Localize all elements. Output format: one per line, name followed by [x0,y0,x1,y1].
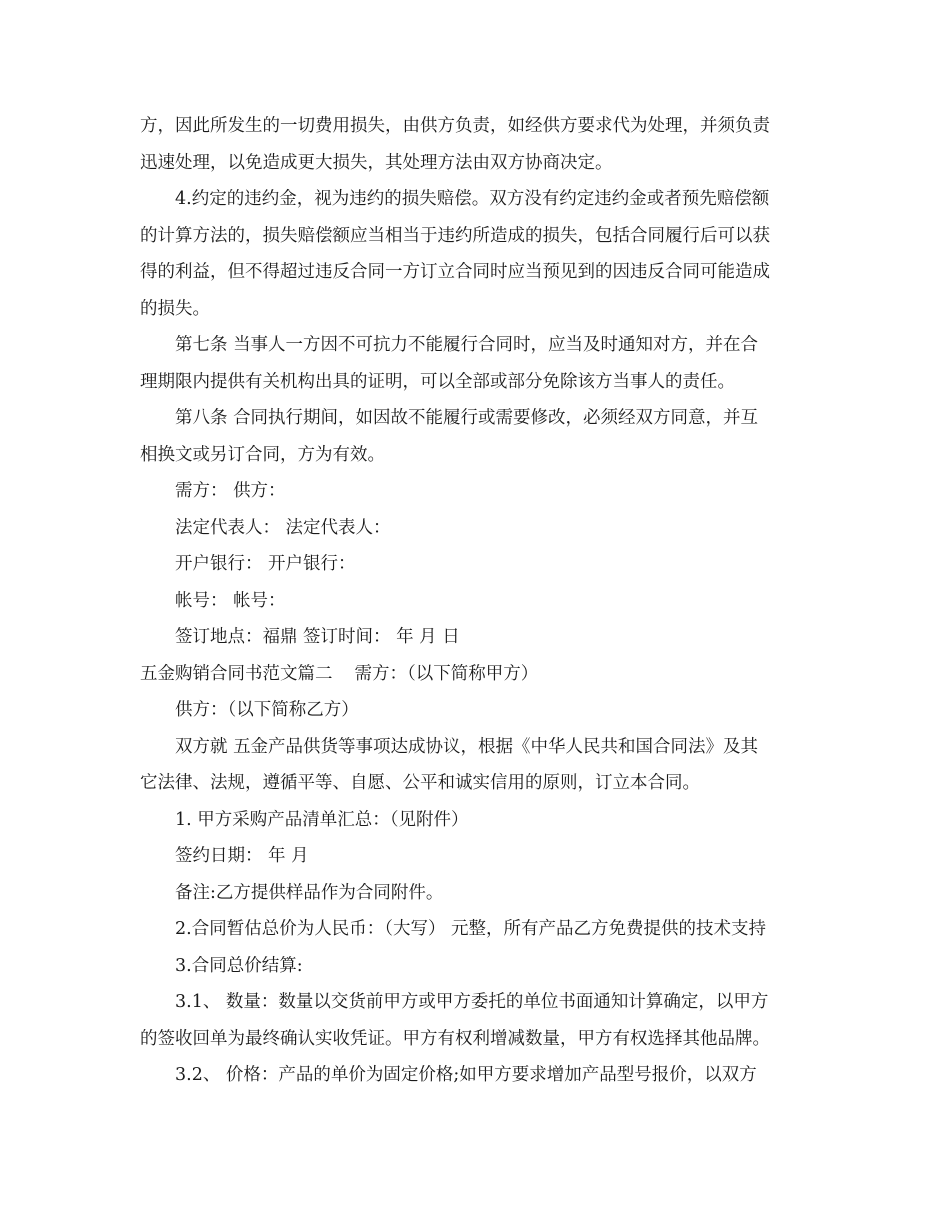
section-title: 五金购销合同书范文篇二 [140,663,333,684]
text-line: 的签收回单为最终确认实收凭证。甲方有权利增减数量，甲方有权选择其他品牌。 [140,1028,770,1049]
text-line: 的损失。 [140,298,210,319]
text-line: 第八条 合同执行期间，如因故不能履行或需要修改，必须经双方同意，并互 [175,408,759,428]
text-line: 法定代表人： 法定代表人： [175,517,391,538]
text-line: 4.约定的违约金，视为违约的损失赔偿。双方没有约定违约金或者预先赔偿额 [175,189,770,209]
text-line: 3.1、 数量：数量以交货前甲方或甲方委托的单位书面通知计算确定，以甲方 [175,992,769,1012]
text-line: 备注:乙方提供样品作为合同附件。 [175,882,444,903]
text-line: 方，因此所发生的一切费用损失，由供方负责，如经供方要求代为处理，并须负责 [140,116,770,136]
text-line: 得的利益，但不得超过违反合同一方订立合同时应当预见到的因违反合同可能造成 [140,262,770,282]
document-page [140,108,810,1094]
text-line: 开户银行： 开户银行： [175,554,356,574]
contract-text-part1 [140,108,810,656]
contract-text-part2 [140,692,810,1094]
text-line: 它法律、法规，遵循平等、自愿、公平和诚实信用的原则，订立本合同。 [140,773,700,793]
text-line: 迅速处理，以免造成更大损失，其处理方法由双方协商决定。 [140,152,613,173]
text-line: 理期限内提供有关机构出具的证明，可以全部或部分免除该方当事人的责任。 [140,371,735,392]
section-heading-row [140,656,810,693]
text-line: 需方： 供方： [175,481,286,501]
section-heading-buyer: 需方：（以下简称甲方） [354,663,539,684]
text-line: 3.合同总价结算: [175,955,303,976]
text-line: 帐号： 帐号： [175,590,286,611]
text-line: 的计算方法的，损失赔偿额应当相当于违约所造成的损失，包括合同履行后可以获 [140,225,770,246]
text-line: 1. 甲方采购产品清单汇总：（见附件） [175,809,469,830]
text-line: 2.合同暂估总价为人民币：（大写） 元整，所有产品乙方免费提供的技术支持 [175,919,767,939]
text-line: 第七条 当事人一方因不可抗力不能履行合同时，应当及时通知对方，并在合 [175,335,759,355]
text-line: 供方：（以下简称乙方） [175,700,359,720]
text-line: 相换文或另订合同，方为有效。 [140,444,385,465]
text-line: 签约日期： 年 月 [175,846,309,866]
text-line: 签订地点：福鼎 签订时间： 年 月 日 [175,627,460,647]
text-line: 双方就 五金产品供货等事项达成协议，根据《中华人民共和国合同法》及其 [175,736,759,757]
text-line: 3.2、 价格：产品的单价为固定价格;如甲方要求增加产品型号报价，以双方 [175,1065,757,1085]
